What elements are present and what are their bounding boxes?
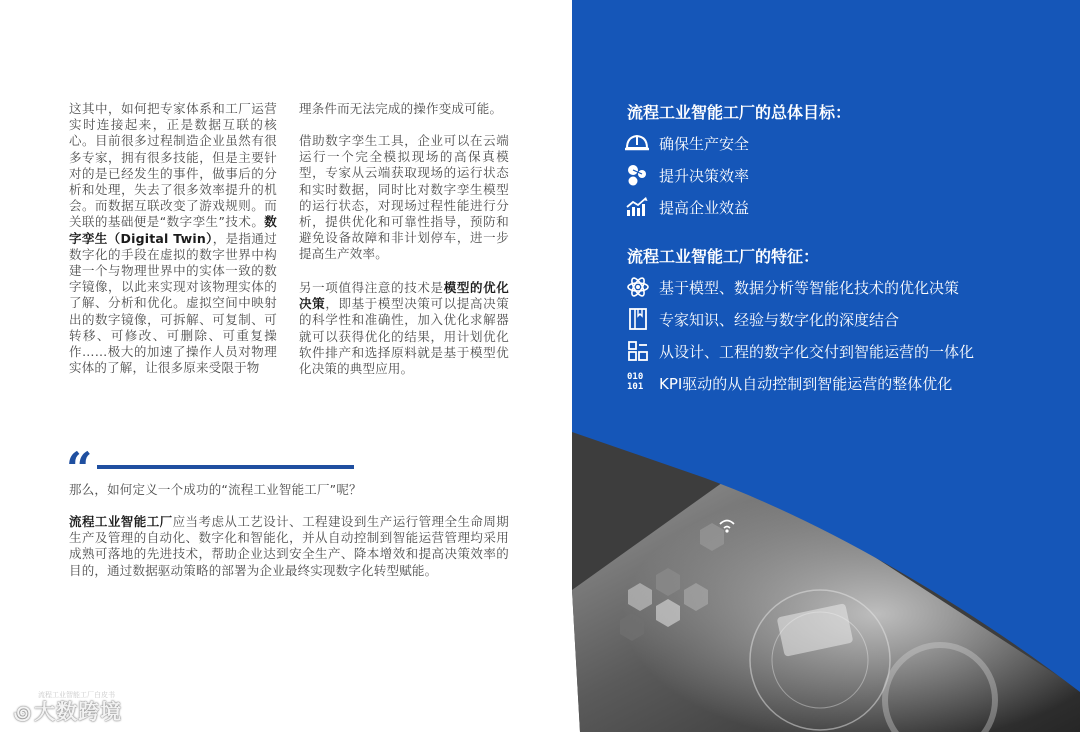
col2-text-b: ，即基于模型决策可以提高决策的科学性和准确性，加入优化求解器就可以获得优化的结果，用计划优化软件排产和选择原料就是基于模型优化决策的典型应用。 [299, 296, 509, 377]
watermark-text: 大数跨境 [34, 700, 123, 724]
hardhat-icon [625, 132, 649, 154]
book-icon [626, 308, 650, 330]
col1-text-b: ，是指通过数字化的手段在虚拟的数字世界中构建一个与物理世界中的实体一致的数字镜像，以此来实现对该物理实体的了解、分析和优化。虚拟空间中映射出的数字镜像，可拆解、可复制、可转移、可修改、可删除、可重复操作……极大的加速了操作人员对物理实体的了解，让很多原来受限于物 [69, 230, 277, 376]
feature-item-1: 基于模型、数据分析等智能化技术的优化决策 [659, 279, 960, 297]
growth-chart-icon [625, 196, 649, 218]
feature-item-2: 专家知识、经验与数字化的深度结合 [659, 311, 900, 329]
col1-text-a: 这其中，如何把专家体系和工厂运营实时连接起来，正是数据互联的核心。目前很多过程制造企业虽然有很多专家，拥有很多技能，但是主要针对的是已经发生的事件，做事后的分析和处理，失去了很多效率提升的机会。而数据互联改变了游戏规则。而关联的基础便是“数字孪生”技术。 [69, 101, 277, 230]
digital-twin-term: 数字孪生（Digital Twin） [69, 214, 277, 246]
body-column-1 [69, 101, 277, 376]
goals-title: 流程工业智能工厂的总体目标： [627, 103, 852, 122]
features-title: 流程工业智能工厂的特征： [627, 247, 820, 266]
col2-paragraph-3 [299, 280, 509, 377]
feature-item-4: KPI驱动的从自动控制到智能运营的整体优化 [659, 375, 953, 393]
smart-factory-term: 流程工业智能工厂 [69, 514, 173, 529]
quote-rule [97, 465, 354, 469]
quote-body-text: 应当考虑从工艺设计、工程建设到生产运行管理全生命周期生产及管理的自动化、数字化和智能化，并从自动控制到智能运营管理均采用成熟可落地的先进技术，帮助企业达到安全生产、降本增效和提高决策效率的目的，通过数据驱动策略的部署为企业最终实现数字化转型赋能。 [69, 514, 509, 578]
binary-icon: 010 101 [627, 372, 644, 392]
optimization-term: 模型的优化决策 [299, 280, 509, 312]
feature-item-3: 从设计、工程的数字化交付到智能运营的一体化 [659, 343, 975, 361]
goal-item-3: 提高企业效益 [659, 199, 750, 217]
quote-body [69, 514, 509, 579]
atom-icon [626, 276, 650, 298]
quote-mark: “ [66, 442, 93, 496]
watermark-caption: 流程工业智能工厂白皮书 [38, 691, 115, 699]
col2-text-a: 另一项值得注意的技术是 [299, 280, 444, 295]
molecule-icon [625, 164, 649, 186]
watermark-logo [14, 696, 122, 726]
watermark-icon: ꩜ [14, 703, 33, 724]
goal-item-1: 确保生产安全 [659, 135, 750, 153]
layout-icon [626, 340, 650, 362]
col2-paragraph-2: 借助数字孪生工具，企业可以在云端运行一个完全模拟现场的高保真模型，专家从云端获取现场的运行状态和实时数据，同时比对数字孪生模型的运行状态，对现场过程性能进行分析，提供优化和可靠性指导，预防和避免设备故障和非计划停车，进一步提高生产效率。 [299, 133, 509, 262]
col2-first-line: 理条件而无法完成的操作变成可能。 [299, 101, 503, 116]
quote-question: 那么，如何定义一个成功的“流程工业智能工厂”呢？ [69, 482, 362, 497]
goal-item-2: 提升决策效率 [659, 167, 750, 185]
